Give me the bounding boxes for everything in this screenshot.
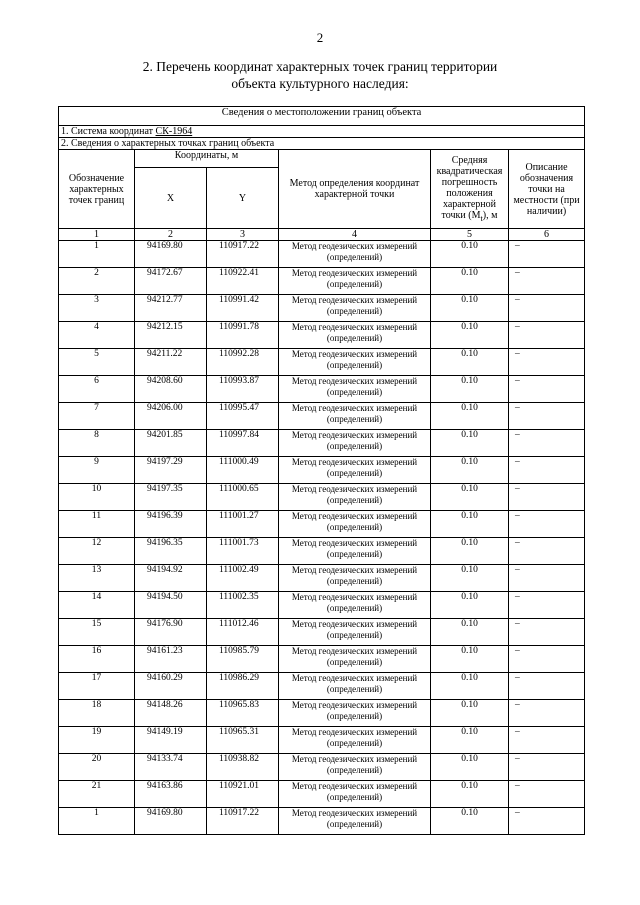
row-point: 9 [59, 457, 135, 484]
row-description: – [509, 322, 585, 349]
row-method: Метод геодезических измерений (определений) [279, 646, 431, 673]
row-method: Метод геодезических измерений (определений) [279, 241, 431, 268]
row-point: 20 [59, 754, 135, 781]
row-y: 110991.78 [207, 322, 279, 349]
row-method: Метод геодезических измерений (определений) [279, 565, 431, 592]
row-description: – [509, 808, 585, 835]
row-x: 94201.85 [135, 430, 207, 457]
row-error: 0.10 [431, 376, 509, 403]
row-x: 94208.60 [135, 376, 207, 403]
row-point: 4 [59, 322, 135, 349]
row-method: Метод геодезических измерений (определений) [279, 349, 431, 376]
coordinate-system-row [59, 126, 585, 138]
row-y: 110991.42 [207, 295, 279, 322]
row-method: Метод геодезических измерений (определений) [279, 268, 431, 295]
row-y: 110985.79 [207, 646, 279, 673]
row-point: 11 [59, 511, 135, 538]
row-x: 94197.35 [135, 484, 207, 511]
row-error: 0.10 [431, 673, 509, 700]
row-x: 94133.74 [135, 754, 207, 781]
row-point: 2 [59, 268, 135, 295]
row-error: 0.10 [431, 241, 509, 268]
table-row [59, 403, 585, 430]
row-x: 94160.29 [135, 673, 207, 700]
row-description: – [509, 349, 585, 376]
row-description: – [509, 457, 585, 484]
header-error-suffix: ), м [482, 209, 498, 221]
row-error: 0.10 [431, 727, 509, 754]
row-y: 110993.87 [207, 376, 279, 403]
row-description: – [509, 538, 585, 565]
row-y: 110917.22 [207, 241, 279, 268]
row-point: 3 [59, 295, 135, 322]
row-method: Метод геодезических измерений (определений) [279, 619, 431, 646]
row-description: – [509, 484, 585, 511]
row-x: 94211.22 [135, 349, 207, 376]
row-x: 94176.90 [135, 619, 207, 646]
document-heading [110, 58, 530, 92]
row-point: 6 [59, 376, 135, 403]
table-row [59, 673, 585, 700]
row-y: 110997.84 [207, 430, 279, 457]
row-error: 0.10 [431, 754, 509, 781]
row-description: – [509, 592, 585, 619]
row-description: – [509, 268, 585, 295]
row-y: 110995.47 [207, 403, 279, 430]
row-y: 111001.27 [207, 511, 279, 538]
header-y: Y [207, 168, 279, 229]
row-point: 5 [59, 349, 135, 376]
row-description: – [509, 754, 585, 781]
row-x: 94196.39 [135, 511, 207, 538]
row-description: – [509, 241, 585, 268]
column-number: 4 [279, 229, 431, 241]
page-number: 2 [316, 30, 324, 45]
row-x: 94149.19 [135, 727, 207, 754]
row-y: 110938.82 [207, 754, 279, 781]
header-error-text: Средняя квадратическая погрешность положения характерной точки (М [436, 154, 503, 221]
row-y: 110986.29 [207, 673, 279, 700]
row-description: – [509, 511, 585, 538]
column-numbers-row [59, 229, 585, 241]
table-row [59, 295, 585, 322]
row-y: 110922.41 [207, 268, 279, 295]
row-method: Метод геодезических измерений (определений) [279, 700, 431, 727]
table-row [59, 511, 585, 538]
row-error: 0.10 [431, 268, 509, 295]
row-y: 110965.31 [207, 727, 279, 754]
row-method: Метод геодезических измерений (определений) [279, 727, 431, 754]
table-row [59, 268, 585, 295]
row-x: 94161.23 [135, 646, 207, 673]
header-x: X [135, 168, 207, 229]
row-error: 0.10 [431, 484, 509, 511]
row-y: 111002.35 [207, 592, 279, 619]
header-coordinates: Координаты, м [135, 150, 279, 168]
table-row [59, 484, 585, 511]
table-row [59, 727, 585, 754]
row-x: 94206.00 [135, 403, 207, 430]
row-x: 94148.26 [135, 700, 207, 727]
row-description: – [509, 295, 585, 322]
row-method: Метод геодезических измерений (определений) [279, 403, 431, 430]
table-row [59, 538, 585, 565]
table-title: Сведения о местоположении границ объекта [59, 107, 585, 126]
row-y: 110917.22 [207, 808, 279, 835]
row-point: 10 [59, 484, 135, 511]
table-row [59, 592, 585, 619]
table-row [59, 457, 585, 484]
row-error: 0.10 [431, 808, 509, 835]
row-error: 0.10 [431, 295, 509, 322]
column-number: 5 [431, 229, 509, 241]
row-method: Метод геодезических измерений (определений) [279, 457, 431, 484]
table-row [59, 754, 585, 781]
row-description: – [509, 376, 585, 403]
row-error: 0.10 [431, 592, 509, 619]
table-row [59, 781, 585, 808]
coordinates-table [58, 106, 585, 835]
row-point: 17 [59, 673, 135, 700]
row-y: 110992.28 [207, 349, 279, 376]
row-x: 94169.80 [135, 241, 207, 268]
header-description: Описание обозначения точки на местности (при наличии) [509, 150, 585, 229]
header-point: Обозначение характерных точек границ [59, 150, 135, 229]
row-y: 111000.49 [207, 457, 279, 484]
row-method: Метод геодезических измерений (определений) [279, 295, 431, 322]
row-method: Метод геодезических измерений (определений) [279, 781, 431, 808]
row-method: Метод геодезических измерений (определений) [279, 511, 431, 538]
row-error: 0.10 [431, 700, 509, 727]
row-error: 0.10 [431, 781, 509, 808]
coordinate-system-prefix: 1. Система координат [61, 126, 156, 137]
row-method: Метод геодезических измерений (определений) [279, 484, 431, 511]
row-method: Метод геодезических измерений (определений) [279, 538, 431, 565]
row-point: 16 [59, 646, 135, 673]
coordinate-system-name: СК-1964 [155, 126, 193, 137]
row-x: 94212.15 [135, 322, 207, 349]
row-point: 12 [59, 538, 135, 565]
table-row [59, 619, 585, 646]
row-point: 7 [59, 403, 135, 430]
row-error: 0.10 [431, 403, 509, 430]
table-row [59, 322, 585, 349]
row-description: – [509, 700, 585, 727]
row-point: 15 [59, 619, 135, 646]
row-point: 13 [59, 565, 135, 592]
row-error: 0.10 [431, 349, 509, 376]
heading-line-2: объекта культурного наследия: [231, 76, 409, 91]
row-x: 94172.67 [135, 268, 207, 295]
row-point: 18 [59, 700, 135, 727]
row-description: – [509, 781, 585, 808]
row-point: 21 [59, 781, 135, 808]
row-error: 0.10 [431, 430, 509, 457]
row-description: – [509, 619, 585, 646]
table-row [59, 349, 585, 376]
row-y: 111001.73 [207, 538, 279, 565]
points-info-row: 2. Сведения о характерных точках границ объекта [59, 138, 585, 150]
row-error: 0.10 [431, 646, 509, 673]
row-x: 94163.86 [135, 781, 207, 808]
column-number: 3 [207, 229, 279, 241]
row-point: 1 [59, 241, 135, 268]
row-description: – [509, 646, 585, 673]
header-method: Метод определения координат характерной точки [279, 150, 431, 229]
row-error: 0.10 [431, 538, 509, 565]
table-row [59, 376, 585, 403]
column-number: 6 [509, 229, 585, 241]
row-description: – [509, 727, 585, 754]
row-y: 111000.65 [207, 484, 279, 511]
row-y: 111002.49 [207, 565, 279, 592]
table-row [59, 241, 585, 268]
column-number: 2 [135, 229, 207, 241]
row-x: 94212.77 [135, 295, 207, 322]
heading-line-1: 2. Перечень координат характерных точек границ территории [142, 59, 498, 74]
row-description: – [509, 430, 585, 457]
row-point: 8 [59, 430, 135, 457]
row-error: 0.10 [431, 565, 509, 592]
row-y: 111012.46 [207, 619, 279, 646]
table-row [59, 565, 585, 592]
row-error: 0.10 [431, 322, 509, 349]
row-description: – [509, 403, 585, 430]
row-x: 94197.29 [135, 457, 207, 484]
row-method: Метод геодезических измерений (определений) [279, 673, 431, 700]
table-body [59, 241, 585, 835]
row-error: 0.10 [431, 457, 509, 484]
row-description: – [509, 673, 585, 700]
row-x: 94194.92 [135, 565, 207, 592]
row-method: Метод геодезических измерений (определений) [279, 754, 431, 781]
table-row [59, 646, 585, 673]
row-method: Метод геодезических измерений (определений) [279, 430, 431, 457]
header-error-subscript: t [480, 213, 483, 223]
row-error: 0.10 [431, 511, 509, 538]
row-description: – [509, 565, 585, 592]
table-row [59, 700, 585, 727]
row-x: 94196.35 [135, 538, 207, 565]
row-y: 110965.83 [207, 700, 279, 727]
row-method: Метод геодезических измерений (определений) [279, 808, 431, 835]
row-error: 0.10 [431, 619, 509, 646]
row-method: Метод геодезических измерений (определений) [279, 322, 431, 349]
row-method: Метод геодезических измерений (определений) [279, 376, 431, 403]
header-error [431, 150, 509, 229]
row-x: 94194.50 [135, 592, 207, 619]
table-row [59, 808, 585, 835]
row-x: 94169.80 [135, 808, 207, 835]
table-row [59, 430, 585, 457]
row-y: 110921.01 [207, 781, 279, 808]
row-point: 19 [59, 727, 135, 754]
column-number: 1 [59, 229, 135, 241]
row-point: 1 [59, 808, 135, 835]
row-point: 14 [59, 592, 135, 619]
row-method: Метод геодезических измерений (определений) [279, 592, 431, 619]
